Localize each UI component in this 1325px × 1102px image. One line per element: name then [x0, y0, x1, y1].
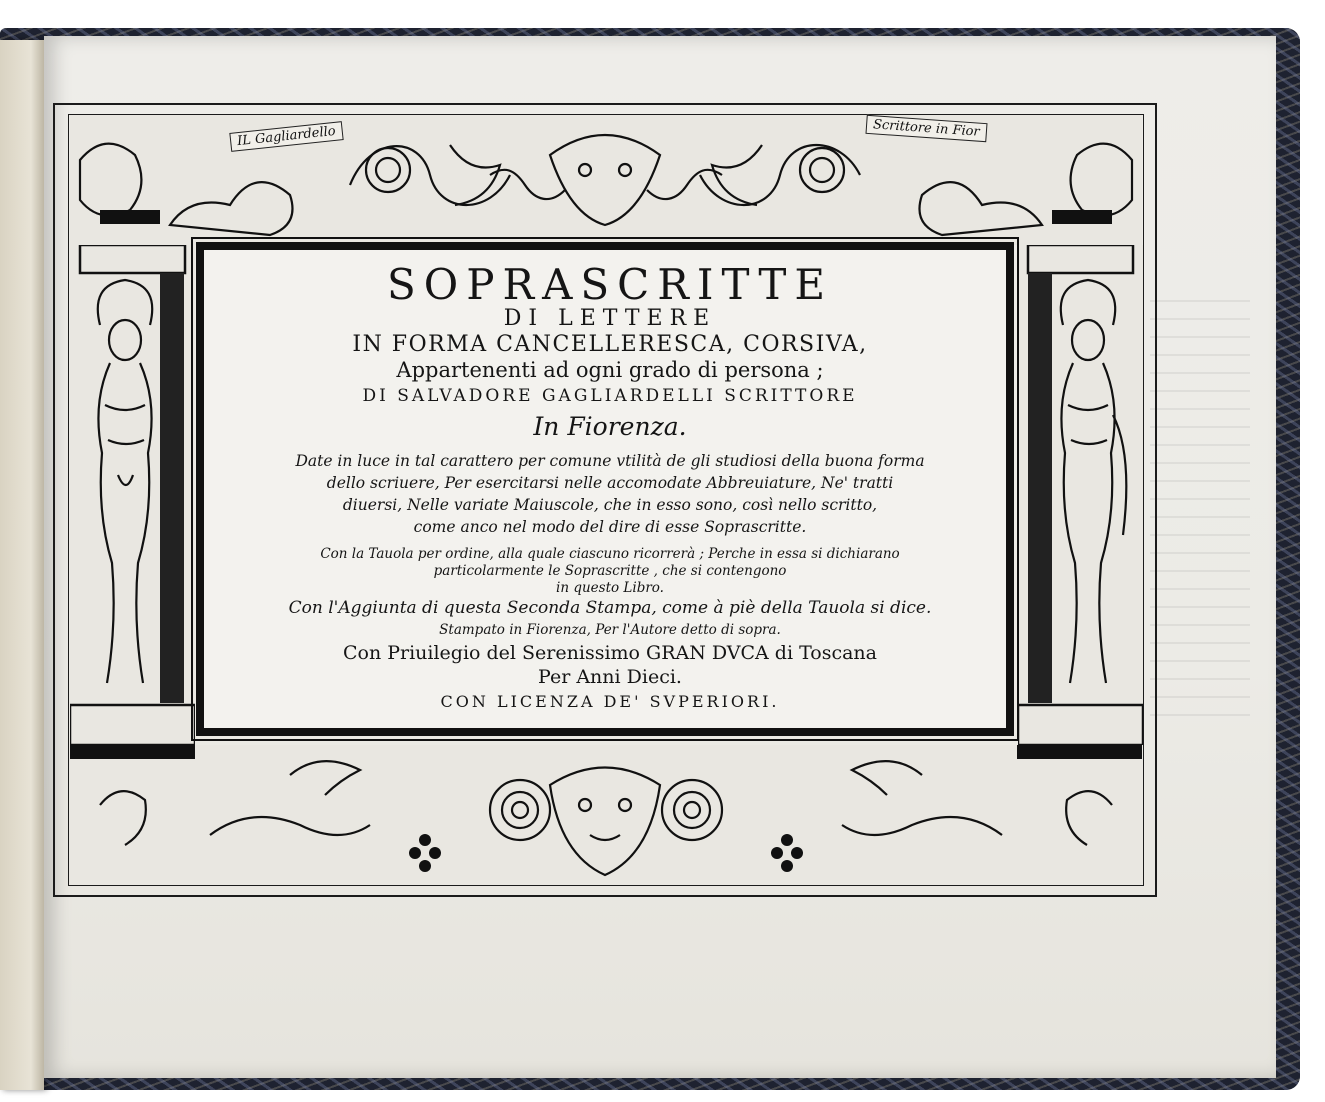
form-line: IN FORMA CANCELLERESCA, CORSIVA, [352, 332, 868, 357]
anni-line: Per Anni Dieci. [538, 666, 682, 688]
author-line: DI SALVADORE GAGLIARDELLI SCRITTORE [362, 386, 858, 406]
tauola-paragraph [210, 546, 1010, 597]
aggiunta-line: Con l'Aggiunta di questa Seconda Stampa, come à piè della Tauola si dice. [288, 598, 932, 618]
description-paragraph [210, 450, 1010, 538]
show-through-text [1150, 300, 1250, 720]
appartenenti-line: Appartenenti ad ogni grado di persona ; [396, 358, 824, 382]
bottom-frieze-woodcut [70, 745, 1142, 885]
left-page-edge [0, 40, 44, 1090]
right-banner-scroll: Scrittore in Fior [865, 115, 987, 142]
description-line: Date in luce in tal carattero per comune vtilità de gli studiosi della buona forma [295, 452, 925, 470]
right-caryatid-woodcut [1018, 245, 1143, 745]
description-line: diuersi, Nelle variate Maiuscole, che in esso sono, così nello scritto, [342, 496, 878, 514]
main-title: SOPRASCRITTE [386, 260, 833, 309]
tauola-line: particolarmente le Soprascritte , che si contengono [433, 563, 787, 579]
left-caryatid-woodcut [70, 245, 195, 745]
tauola-line: Con la Tauola per ordine, alla quale ciascuno ricorrerà ; Perche in essa si dichiarano [320, 546, 900, 562]
licenza-line: CON LICENZA DE' SVPERIORI. [440, 692, 780, 711]
place-line: In Fiorenza. [533, 412, 687, 441]
description-line: come anco nel modo del dire di esse Soprascritte. [413, 518, 807, 536]
subtitle: DI LETTERE [503, 306, 717, 331]
left-banner-scroll: IL Gagliardello [229, 121, 343, 152]
description-line: dello scriuere, Per esercitarsi nelle accomodate Abbreuiature, Ne' tratti [326, 474, 894, 492]
tauola-line: in questo Libro. [556, 580, 664, 596]
priuilegio-line: Con Priuilegio del Serenissimo GRAN DVCA di Toscana [342, 642, 878, 664]
title-text-block [210, 262, 1010, 715]
stampato-line: Stampato in Fiorenza, Per l'Autore detto di sopra. [439, 622, 781, 638]
